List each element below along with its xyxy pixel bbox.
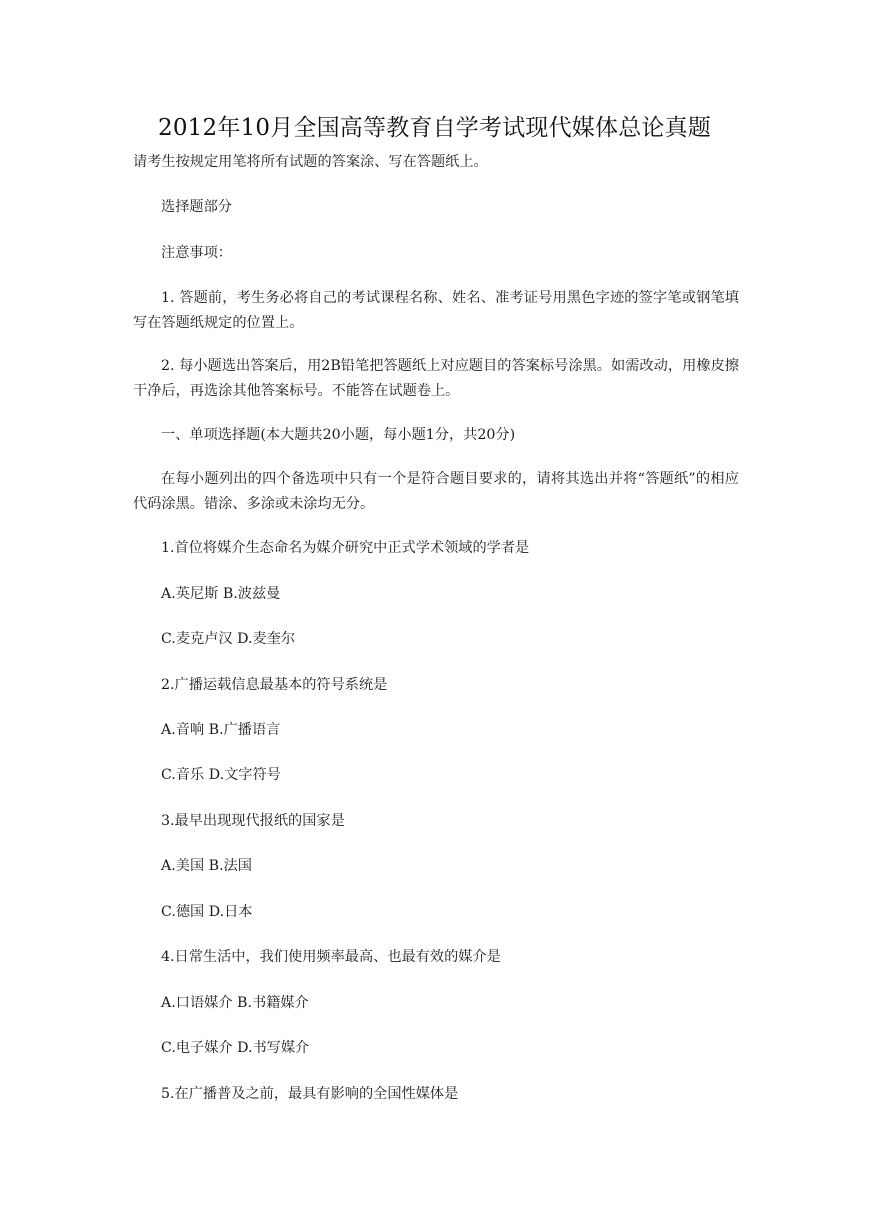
instruction-text: 请考生按规定用笔将所有试题的答案涂、写在答题纸上。: [133, 154, 488, 170]
question-options: A.音响 B.广播语言: [161, 722, 281, 738]
question-stem: 1.首位将媒介生态命名为媒介研究中正式学术领域的学者是: [161, 540, 530, 556]
question-stem: 5.在广播普及之前，最具有影响的全国性媒体是: [161, 1086, 459, 1102]
question-options: C.电子媒介 D.书写媒介: [161, 1040, 310, 1056]
question-stem: 4.日常生活中，我们使用频率最高、也最有效的媒介是: [161, 949, 501, 965]
part-instruction: 在每小题列出的四个备选项中只有一个是符合题目要求的，请将其选出并将“答题纸”的相应代码涂黑。错涂、多涂或未涂均无分。: [133, 471, 739, 512]
question-options: A.口语媒介 B.书籍媒介: [161, 995, 309, 1011]
question-stem: 3.最早出现现代报纸的国家是: [161, 813, 345, 829]
question-options: A.英尼斯 B.波兹曼: [161, 586, 281, 602]
note-2: 2. 每小题选出答案后，用2B铅笔把答题纸上对应题目的答案标号涂黑。如需改动，用橡皮擦干净后，再选涂其他答案标号。不能答在试题卷上。: [133, 358, 739, 399]
note-1: 1. 答题前，考生务必将自己的考试课程名称、姓名、准考证号用黑色字迹的签字笔或钢笔填写在答题纸规定的位置上。: [133, 290, 739, 331]
question-stem: 2.广播运载信息最基本的符号系统是: [161, 677, 388, 693]
question-options: A.美国 B.法国: [161, 858, 252, 874]
part-heading: 一、单项选择题(本大题共20小题，每小题1分，共20分): [161, 427, 516, 443]
question-options: C.德国 D.日本: [161, 904, 253, 920]
question-options: C.麦克卢汉 D.麦奎尔: [161, 631, 296, 647]
page-title: 2012年10月全国高等教育自学考试现代媒体总论真题: [158, 115, 711, 141]
question-options: C.音乐 D.文字符号: [161, 767, 281, 783]
notes-label: 注意事项：: [161, 245, 232, 261]
section-label: 选择题部分: [161, 199, 232, 215]
